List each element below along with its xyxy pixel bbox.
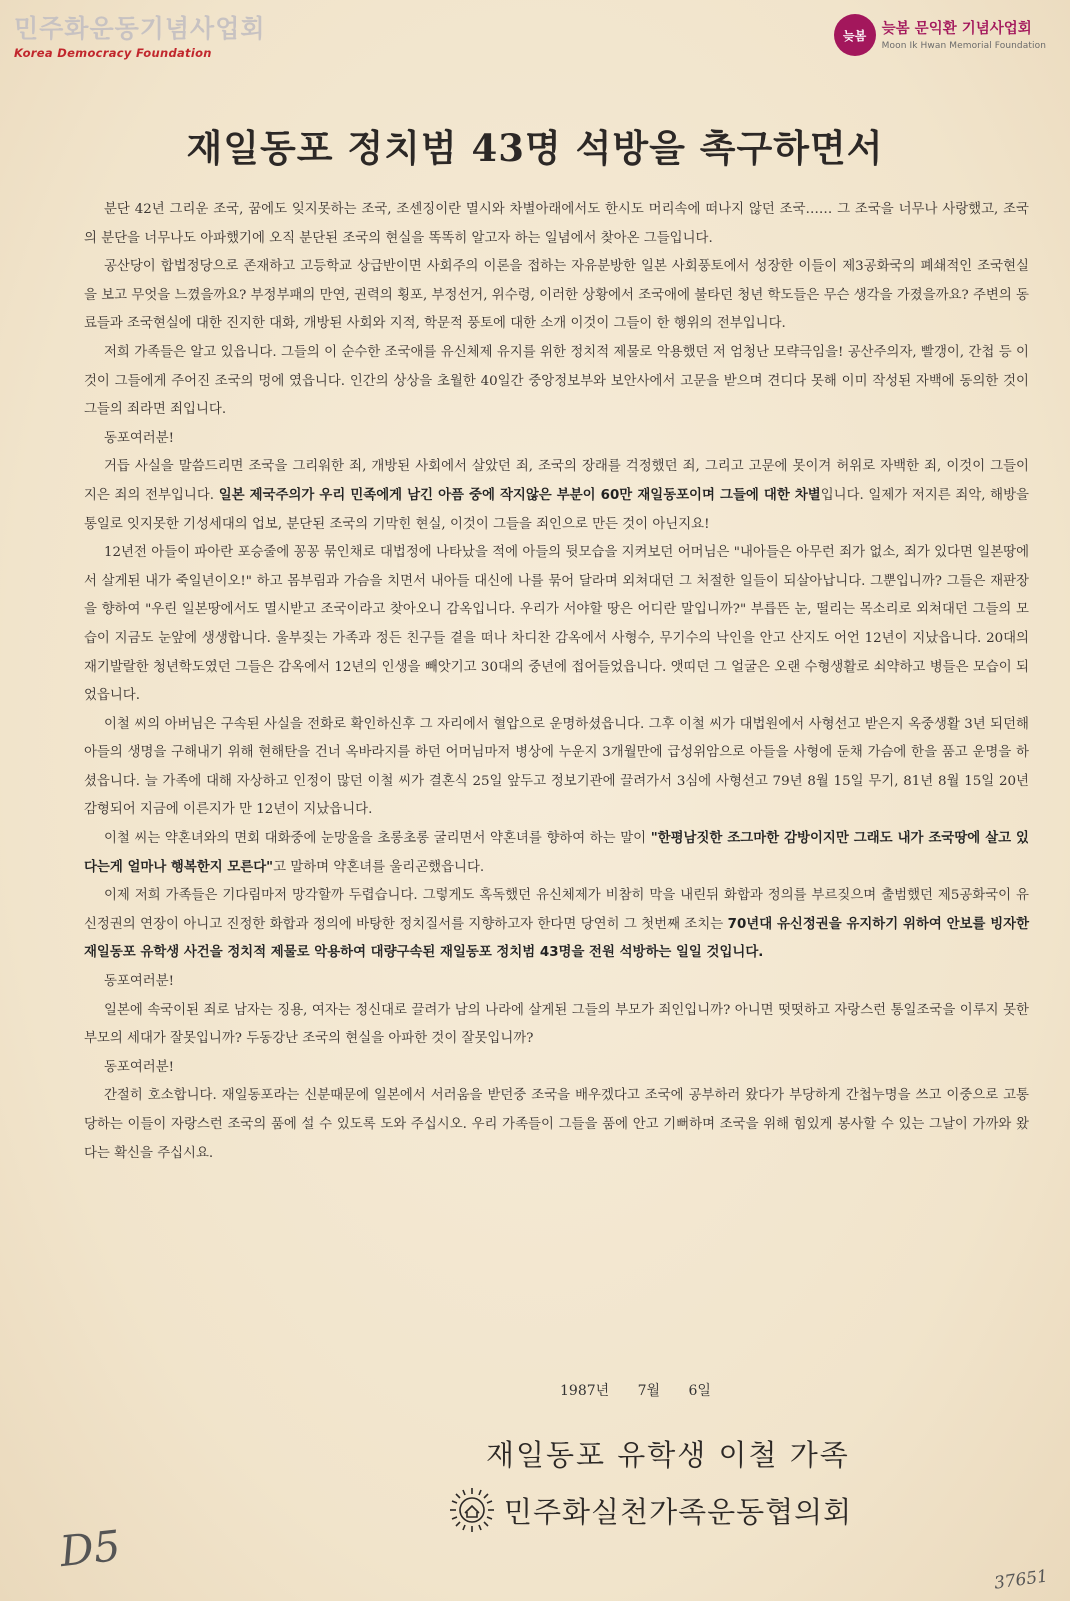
document-date: 1987년 7월 6일 [560,1383,711,1399]
paragraph-2: 공산당이 합법정당으로 존재하고 고등학교 상급반이면 사회주의 이론을 접하는 자유분방한 일본 사회풍토에서 성장한 이들이 제3공화국의 폐쇄적인 조국현실을 보고 무엇을 느꼈을까요? 부정부패의 만연, 권력의 횡포, 부정선거, 위수령, 이러한 상황에서 조국애에 불타던 청년 학도들은 무슨 생각을 가졌을까요? 주변의 동료들과 조국현실에 대한 진지한 대화, 개방된 사회와 지적, 학문적 풍토에 대한 소개 이것이 그들이 한 행위의 전부입니다. [84,259,1029,332]
right-logo-english: Moon Ik Hwan Memorial Foundation [881,40,1046,51]
paragraph-4 [84,453,1029,539]
paragraph-10: 간절히 호소합니다. 재일동포라는 신분때문에 일본에서 서러움을 받던중 조국을 배우겠다고 조국에 공부하러 왔다가 부당하게 간첩누명을 쓰고 이중으로 고통당하는 이들이 자랑스런 조국의 품에 설 수 있도록 도와 주십시오. 우리 가족들이 그들을 품에 안고 기뻐하며 조국을 위해 힘있게 봉사할 수 있는 그날이 가까와 왔다는 확신을 주십시요. [84,1088,1029,1161]
paragraph-7-part-a: 이철 씨는 약혼녀와의 면회 대화중에 눈망울을 초롱초롱 굴리면서 약혼녀를 향하여 하는 말이 [104,831,647,847]
signature-family: 재일동포 유학생 이철 가족 [486,1438,850,1472]
document-body [84,196,1029,1168]
paragraph-4-part-a: 거듭 사실을 말씀드리면 조국을 그리워한 죄, 개방된 사회에서 살았던 죄, 조국의 장래를 걱정했던 죄, 그리고 고문에 못이겨 허위로 자백한 죄, 이것이 그들이 지은 죄의 전부입니다. [84,459,1029,503]
handwritten-code: D5 [57,1520,123,1577]
paragraph-8-part-a: 이제 저희 가족들은 기다림마저 망각할까 두렵습니다. 그렇게도 혹독했던 유신체제가 비참히 막을 내린뒤 화합과 정의를 부르짖으며 출범했던 제5공화국이 유신정권의 연장이 아니고 진정한 화합과 정의에 바탕한 정치질서를 지향하고자 한다면 당연히 그 첫번째 조치는 [84,888,1029,932]
salutation-2: 동포여러분! [104,974,175,990]
paragraph-8 [84,882,1029,968]
paragraph-1: 분단 42년 그리운 조국, 꿈에도 잊지못하는 조국, 조센징이란 멸시와 차별아래에서도 한시도 머리속에 떠나지 않던 조국…… 그 조국을 너무나 사랑했고, 조국의 분단을 너무나도 아파했기에 오직 분단된 조국의 현실을 똑똑히 알고자 하는 일념에서 찾아온 그들입니다. [84,202,1029,246]
salutation-3: 동포여러분! [104,1059,175,1075]
seal-icon: 늦봄 [834,14,876,56]
paragraph-7 [84,825,1029,882]
document-title: 재일동포 정치범 43명 석방을 촉구하면서 [186,126,884,170]
handwritten-archive-number: 37651 [992,1566,1050,1594]
korea-democracy-foundation-logo [14,14,266,60]
signature-organization [448,1486,852,1534]
right-logo-korean: 늦봄 문익환 기념사업회 [881,20,1032,37]
paragraph-4-part-c: 입니다. 일제가 저지른 죄악, 해방을 통일로 잇지못한 기성세대의 업보, 분단된 조국의 기막힌 현실, 이것이 그들을 죄인으로 만든 것이 아닌지요! [84,487,1029,532]
paragraph-8-emphasis: 70년대 유신정권을 유지하기 위하여 안보를 빙자한 재일동포 유학생 사건을 정치적 제물로 악용하여 대량구속된 재일동포 정치범 43명을 전원 석방하는 일일 것입니다. [84,916,1030,961]
paragraph-5: 12년전 아들이 파아란 포승줄에 꽁꽁 묶인채로 대법정에 나타났을 적에 아들의 뒷모습을 지켜보던 어머님은 "내아들은 아무런 죄가 없소, 죄가 있다면 일본땅에서 살게된 내가 죽일년이오!" 하고 몸부림과 가슴을 치면서 내아들 대신에 나를 묶어 달라며 외쳐대던 그 처절한 일들이 되살아납니다. 그뿐입니까? 그들은 재판장을 향하여 "우린 일본땅에서도 멸시받고 조국이라고 찾아오니 감옥입니다. 우리가 서야할 땅은 어디란 말입니까?" 부릅뜬 눈, 떨리는 목소리로 외쳐대던 그들의 모습이 지금도 눈앞에 생생합니다. 울부짖는 가족과 정든 친구들 곁을 떠나 차디찬 감옥에서 사형수, 무기수의 낙인을 안고 산지도 어언 12년이 지났읍니다. 20대의 재기발랄한 청년학도였던 그들은 감옥에서 12년의 인생을 빼앗기고 30대의 중년에 접어들었읍니다. 앳띠던 그 얼굴은 오랜 수형생활로 쇠약하고 병들은 모습이 되었읍니다. [84,545,1029,704]
paragraph-3: 저희 가족들은 알고 있읍니다. 그들의 이 순수한 조국애를 유신체제 유지를 위한 정치적 제물로 악용했던 저 엄청난 모략극임을! 공산주의자, 빨갱이, 간첩 등 이것이 그들에게 주어진 조국의 멍에 였읍니다. 인간의 상상을 초월한 40일간 중앙정보부와 보안사에서 고문을 받으며 견디다 못해 이미 작성된 자백에 동의한 것이 그들의 죄라면 죄입니다. [84,344,1029,418]
paragraph-6: 이철 씨의 아버님은 구속된 사실을 전화로 확인하신후 그 자리에서 혈압으로 운명하셨읍니다. 그후 이철 씨가 대법원에서 사형선고 받은지 옥중생활 3년 되던해 아들의 생명을 구해내기 위해 현해탄을 건너 옥바라지를 하던 어머님마저 병상에 누운지 3개월만에 급성위암으로 아들을 사형에 둔채 가슴에 한을 품고 운명을 하셨읍니다. 늘 가족에 대해 자상하고 인정이 많던 이철 씨가 결혼식 25일 앞두고 정보기관에 끌려가서 3심에 사형선고 79년 8월 15일 무기, 81년 8월 15일 20년 감형되어 지금에 이른지가 만 12년이 지났읍니다. [84,716,1029,818]
left-logo-english: Korea Democracy Foundation [14,46,212,60]
paragraph-7-emphasis: "한평남짓한 조그마한 감방이지만 그래도 내가 조국땅에 살고 있다는게 얼마나 행복한지 모른다" [84,831,1029,875]
organization-name: 민주화실천가족운동협의회 [504,1494,853,1529]
left-logo-korean: 민주화운동기념사업회 [14,14,266,43]
salutation-1: 동포여러분! [104,430,175,446]
paragraph-7-part-c: 고 말하며 약혼녀를 울리곤했읍니다. [273,859,485,875]
paragraph-9: 일본에 속국이된 죄로 남자는 징용, 여자는 정신대로 끌려가 남의 나라에 살게된 그들의 부모가 죄인입니까? 아니면 떳떳하고 자랑스런 통일조국을 이루지 못한 부모의 세대가 잘못입니까? 두동강난 조국의 현실을 아파한 것이 잘못입니까? [84,1002,1029,1047]
paragraph-4-emphasis: 일본 제국주의가 우리 민족에게 남긴 아픔 중에 작지않은 부분이 60만 재일동포이며 그들에 대한 차별 [218,487,821,503]
sun-emblem-icon [448,1486,496,1534]
moon-ik-hwan-foundation-logo [834,14,1046,56]
